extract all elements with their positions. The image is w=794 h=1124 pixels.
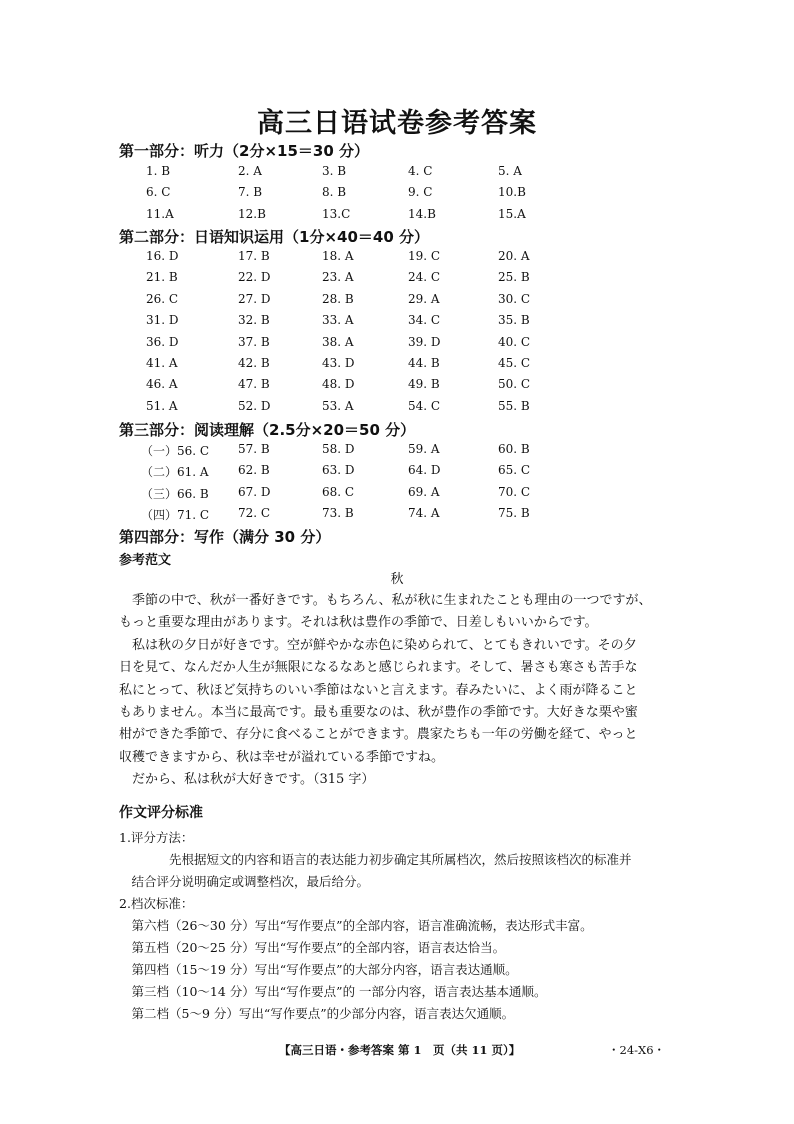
answer-row bbox=[119, 207, 579, 228]
answer-cell: 59. A bbox=[408, 442, 440, 456]
answer-cell: 12.B bbox=[238, 206, 266, 221]
answer-cell: 15.A bbox=[498, 206, 526, 221]
answer-row bbox=[119, 164, 579, 185]
answer-row bbox=[119, 292, 579, 313]
answer-cell: 2. A bbox=[238, 164, 262, 178]
answer-cell: 45. C bbox=[498, 355, 531, 370]
answer-cell: （四）71. C bbox=[141, 508, 210, 523]
answer-cell: 55. B bbox=[498, 398, 530, 413]
sample-essay-label: 参考范文 bbox=[119, 553, 172, 568]
answer-cell: 11.A bbox=[146, 206, 174, 221]
standard-line: 先根据短文的内容和语言的表达能力初步确定其所属档次，然后按照该档次的标准并 bbox=[119, 852, 632, 867]
standard-line: 1.评分方法： bbox=[119, 830, 194, 845]
answer-cell: 20. A bbox=[498, 249, 530, 263]
answer-row bbox=[119, 185, 579, 206]
answer-cell: 21. B bbox=[146, 270, 178, 285]
answer-row bbox=[119, 442, 579, 463]
essay-line: 私は秋の夕日が好きです。空が鮮やかな赤色に染められて、とてもきれいです。その夕 bbox=[119, 637, 637, 653]
page-title: 高三日语试卷参考答案 bbox=[257, 108, 537, 139]
answer-cell: 35. B bbox=[498, 313, 530, 328]
answer-cell: 44. B bbox=[408, 355, 440, 370]
answer-cell: 36. D bbox=[146, 334, 179, 349]
answer-cell: 64. D bbox=[408, 463, 441, 478]
essay-line: だから、私は秋が大好きです。（315 字） bbox=[119, 772, 375, 788]
part3-answers bbox=[119, 442, 579, 528]
answer-cell: 58. D bbox=[322, 442, 355, 456]
answer-cell: 1. B bbox=[146, 164, 171, 178]
part2-heading: 第二部分：日语知识运用（1分×40＝40 分） bbox=[119, 228, 429, 246]
answer-cell: 75. B bbox=[498, 506, 530, 521]
essay-line: 収穫できますから、秋は幸せが溢れている季節ですね。 bbox=[119, 749, 445, 765]
essay-line: 季節の中で、秋が一番好きです。もちろん、私が秋に生まれたことも理由の一つですが、 bbox=[119, 593, 652, 608]
answer-cell: 49. B bbox=[408, 377, 440, 392]
answer-cell: 69. A bbox=[408, 484, 440, 499]
answer-cell: 28. B bbox=[322, 291, 354, 306]
answer-cell: 18. A bbox=[322, 249, 354, 263]
answer-cell: 16. D bbox=[146, 249, 179, 263]
standard-line: 第六档（26～30 分）写出“写作要点”的全部内容，语言准确流畅，表达形式丰富。 bbox=[119, 918, 593, 933]
answer-cell: 5. A bbox=[498, 164, 522, 178]
answer-cell: 50. C bbox=[498, 377, 531, 392]
standard-line: 结合评分说明确定或调整档次，最后给分。 bbox=[119, 874, 370, 889]
answer-cell: 73. B bbox=[322, 506, 354, 521]
footer-code: ・24-X6・ bbox=[608, 1043, 666, 1057]
part4-heading: 第四部分：写作（满分 30 分） bbox=[119, 528, 331, 546]
answer-cell: 51. A bbox=[146, 398, 178, 413]
part3-heading: 第三部分：阅读理解（2.5分×20＝50 分） bbox=[119, 421, 416, 439]
essay-line: 私にとって、秋ほど気持ちのいい季節はないと言えます。春みたいに、よく雨が降ること bbox=[119, 682, 638, 698]
answer-cell: 32. B bbox=[238, 313, 270, 328]
answer-row bbox=[119, 399, 579, 420]
answer-cell: 14.B bbox=[408, 206, 436, 221]
answer-cell: 65. C bbox=[498, 463, 531, 478]
answer-row bbox=[119, 249, 579, 270]
part1-heading: 第一部分：听力（2分×15＝30 分） bbox=[119, 142, 369, 160]
answer-cell: 10.B bbox=[498, 185, 526, 200]
answer-cell: 6. C bbox=[146, 185, 171, 200]
answer-cell: 68. C bbox=[322, 484, 355, 499]
standard-line: 第二档（5～9 分）写出“写作要点”的少部分内容，语言表达欠通顺。 bbox=[119, 1006, 515, 1021]
footer-page-info: 【高三日语・参考答案 第 1 页（共 11 页）】 bbox=[279, 1043, 521, 1057]
sample-essay bbox=[119, 590, 679, 792]
standard-line: 第四档（15～19 分）写出“写作要点”的大部分内容，语言表达通顺。 bbox=[119, 962, 518, 977]
answer-cell: 57. B bbox=[238, 442, 270, 456]
answer-cell: 3. B bbox=[322, 164, 347, 178]
answer-cell: 31. D bbox=[146, 313, 179, 328]
answer-cell: 33. A bbox=[322, 313, 354, 328]
answer-cell: （三）66. B bbox=[141, 486, 209, 501]
standard-line: 第五档（20～25 分）写出“写作要点”的全部内容，语言表达恰当。 bbox=[119, 940, 506, 955]
answer-cell: 30. C bbox=[498, 291, 531, 306]
answer-cell: 53. A bbox=[322, 398, 354, 413]
answer-row bbox=[119, 270, 579, 291]
answer-cell: 41. A bbox=[146, 355, 178, 370]
answer-cell: 26. C bbox=[146, 291, 179, 306]
answer-cell: 24. C bbox=[408, 270, 441, 285]
answer-cell: 60. B bbox=[498, 442, 530, 456]
essay-title: 秋 bbox=[390, 572, 404, 587]
answer-cell: 46. A bbox=[146, 377, 178, 392]
part2-answers bbox=[119, 249, 579, 420]
answer-cell: 9. C bbox=[408, 185, 433, 200]
answer-cell: 40. C bbox=[498, 334, 531, 349]
answer-cell: 67. D bbox=[238, 484, 271, 499]
answer-cell: 4. C bbox=[408, 164, 433, 178]
answer-row bbox=[119, 506, 579, 527]
answer-row bbox=[119, 356, 579, 377]
answer-cell: 22. D bbox=[238, 270, 271, 285]
answer-cell: 38. A bbox=[322, 334, 354, 349]
answer-cell: 19. C bbox=[408, 249, 441, 263]
scoring-standard bbox=[119, 827, 689, 1025]
essay-line: もっと重要な理由があります。それは秋は豊作の季節で、日差しもいいからです。 bbox=[119, 615, 598, 631]
answer-cell: 27. D bbox=[238, 291, 271, 306]
essay-line: もありません。本当に最高です。最も重要なのは、秋が豊作の季節です。大好きな栗や蜜 bbox=[119, 705, 638, 721]
answer-cell: 42. B bbox=[238, 355, 270, 370]
answer-cell: 72. C bbox=[238, 506, 271, 521]
answer-cell: 8. B bbox=[322, 185, 347, 200]
answer-cell: 43. D bbox=[322, 355, 355, 370]
answer-cell: 74. A bbox=[408, 506, 440, 521]
answer-cell: 23. A bbox=[322, 270, 354, 285]
answer-cell: 37. B bbox=[238, 334, 270, 349]
essay-line: 柑ができた季節で、存分に食べることができます。農家たちも一年の労働を経て、やっと bbox=[119, 727, 638, 743]
answer-cell: 34. C bbox=[408, 313, 441, 328]
answer-cell: 48. D bbox=[322, 377, 355, 392]
answer-cell: （二）61. A bbox=[141, 465, 209, 480]
answer-row bbox=[119, 335, 579, 356]
answer-cell: 52. D bbox=[238, 398, 271, 413]
answer-row bbox=[119, 313, 579, 334]
answer-cell: 63. D bbox=[322, 463, 355, 478]
answer-cell: 62. B bbox=[238, 463, 270, 478]
answer-cell: 39. D bbox=[408, 334, 441, 349]
answer-row bbox=[119, 463, 579, 484]
answer-cell: 70. C bbox=[498, 484, 531, 499]
scoring-standard-heading: 作文评分标准 bbox=[119, 805, 203, 821]
answer-cell: （一）56. C bbox=[141, 444, 210, 458]
answer-cell: 29. A bbox=[408, 291, 440, 306]
answer-cell: 13.C bbox=[322, 206, 351, 221]
standard-line: 第三档（10～14 分）写出“写作要点”的 一部分内容，语言表达基本通顺。 bbox=[119, 984, 547, 999]
answer-cell: 17. B bbox=[238, 249, 270, 263]
answer-cell: 54. C bbox=[408, 398, 441, 413]
answer-row bbox=[119, 377, 579, 398]
answer-cell: 25. B bbox=[498, 270, 530, 285]
standard-line: 2.档次标准： bbox=[119, 896, 194, 911]
part1-answers bbox=[119, 164, 579, 228]
essay-line: 日を見て、なんだか人生が無限になるなあと感じられます。そして、暑さも寒さも苦手な bbox=[119, 660, 638, 676]
answer-row bbox=[119, 485, 579, 506]
answer-cell: 47. B bbox=[238, 377, 270, 392]
answer-cell: 7. B bbox=[238, 185, 263, 200]
